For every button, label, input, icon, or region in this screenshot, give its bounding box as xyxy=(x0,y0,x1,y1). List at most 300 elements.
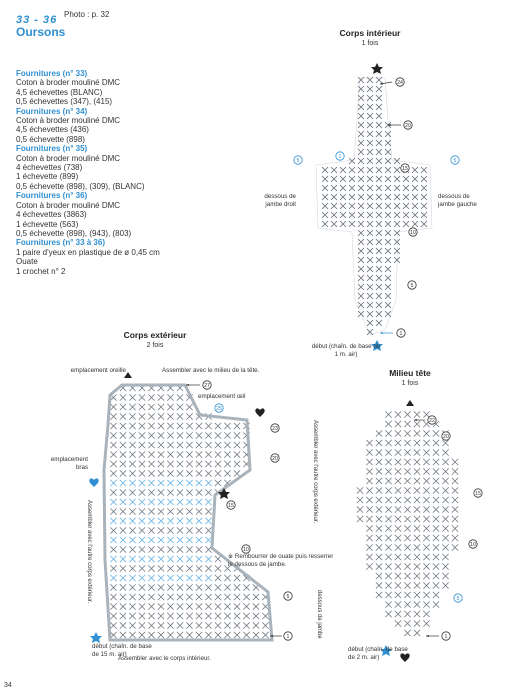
stitch-x xyxy=(177,613,183,619)
stitch-x xyxy=(205,613,211,619)
stitch-x xyxy=(385,544,391,550)
supply-line: 1 échevette (899) xyxy=(16,172,79,182)
stitch-x xyxy=(404,535,410,541)
stitch-x xyxy=(358,95,364,101)
stitch-x xyxy=(385,535,391,541)
stitch-x xyxy=(139,556,145,562)
stitch-x xyxy=(358,122,364,128)
stitch-x xyxy=(331,203,337,209)
stitch-x xyxy=(234,603,240,609)
stitch-x xyxy=(376,449,382,455)
stitch-x xyxy=(215,632,221,638)
supply-heading: Fournitures (n° 33 à 36) xyxy=(16,238,105,248)
leg-bottom-label: dessous de jambe xyxy=(316,590,322,639)
stitch-x xyxy=(331,185,337,191)
supply-line: Ouate xyxy=(16,257,38,267)
stitch-x xyxy=(120,451,126,457)
stitch-x xyxy=(412,221,418,227)
stitch-x xyxy=(376,459,382,465)
stitch-x xyxy=(158,489,164,495)
stitch-x xyxy=(385,611,391,617)
stitch-x xyxy=(376,266,382,272)
stitch-x xyxy=(186,480,192,486)
stitch-x xyxy=(376,478,382,484)
stitch-x xyxy=(376,535,382,541)
stitch-x xyxy=(433,497,439,503)
stitch-x xyxy=(148,518,154,524)
stitch-x xyxy=(394,239,400,245)
stitch-x xyxy=(442,582,448,588)
stitch-x xyxy=(442,468,448,474)
stitch-x xyxy=(110,404,116,410)
stitch-x xyxy=(358,257,364,263)
stitch-x xyxy=(395,411,401,417)
stitch-x xyxy=(395,611,401,617)
row-number: 25 xyxy=(216,406,222,413)
stitch-x xyxy=(442,544,448,550)
stitch-x xyxy=(414,516,420,522)
stitch-x xyxy=(110,470,116,476)
star-marker-icon xyxy=(218,488,230,499)
stitch-x xyxy=(376,176,382,182)
stitch-x xyxy=(385,421,391,427)
stitch-x xyxy=(433,478,439,484)
stitch-x xyxy=(376,554,382,560)
stitch-x xyxy=(423,544,429,550)
stitch-x xyxy=(120,413,126,419)
stitch-x xyxy=(376,302,382,308)
stitch-x xyxy=(120,594,126,600)
stitch-x xyxy=(167,499,173,505)
stitch-x xyxy=(322,176,328,182)
row-number: 1 xyxy=(338,154,342,161)
stitch-x xyxy=(421,221,427,227)
stitch-x xyxy=(433,516,439,522)
stitch-x xyxy=(110,518,116,524)
exterieur-start-label: début (chaîn. de base de 15 m. air) xyxy=(92,643,152,658)
stitch-x xyxy=(148,622,154,628)
stitch-x xyxy=(376,131,382,137)
stitch-x xyxy=(442,563,448,569)
stitch-x xyxy=(120,508,126,514)
stitch-x xyxy=(452,459,458,465)
stitch-x xyxy=(412,167,418,173)
stitch-x xyxy=(385,311,391,317)
stitch-x xyxy=(177,451,183,457)
stitch-x xyxy=(139,404,145,410)
stitch-x xyxy=(340,203,346,209)
stitch-x xyxy=(129,413,135,419)
stitch-x xyxy=(205,499,211,505)
stitch-x xyxy=(376,257,382,263)
stitch-x xyxy=(385,203,391,209)
stitch-x xyxy=(158,480,164,486)
stitch-x xyxy=(395,516,401,522)
stitch-x xyxy=(404,573,410,579)
stitch-x xyxy=(215,575,221,581)
stitch-x xyxy=(110,575,116,581)
stitch-x xyxy=(395,573,401,579)
stitch-x xyxy=(158,565,164,571)
stitch-x xyxy=(376,582,382,588)
stitch-x xyxy=(205,451,211,457)
stitch-x xyxy=(196,480,202,486)
stitch-x xyxy=(186,584,192,590)
stitch-x xyxy=(414,554,420,560)
stitch-x xyxy=(433,582,439,588)
stitch-x xyxy=(385,248,391,254)
stitch-x xyxy=(395,468,401,474)
stitch-x xyxy=(385,525,391,531)
stitch-x xyxy=(433,544,439,550)
stitch-x xyxy=(452,544,458,550)
stitch-x xyxy=(167,451,173,457)
stitch-x xyxy=(385,302,391,308)
stitch-x xyxy=(129,470,135,476)
stitch-x xyxy=(196,546,202,552)
stitch-x xyxy=(224,470,230,476)
stitch-x xyxy=(177,432,183,438)
stitch-x xyxy=(442,440,448,446)
stitch-x xyxy=(148,527,154,533)
stitch-x xyxy=(452,535,458,541)
stitch-x xyxy=(423,525,429,531)
stitch-x xyxy=(129,442,135,448)
stitch-x xyxy=(110,413,116,419)
stitch-x xyxy=(234,584,240,590)
stitch-x xyxy=(167,632,173,638)
stitch-x xyxy=(196,565,202,571)
stitch-x xyxy=(366,516,372,522)
stitch-x xyxy=(158,584,164,590)
stitch-x xyxy=(177,404,183,410)
stitch-x xyxy=(186,432,192,438)
stitch-x xyxy=(158,508,164,514)
stitch-x xyxy=(385,516,391,522)
stitch-x xyxy=(367,293,373,299)
stitch-x xyxy=(129,546,135,552)
stitch-x xyxy=(414,582,420,588)
stitch-x xyxy=(358,311,364,317)
stitch-x xyxy=(110,603,116,609)
stitch-x xyxy=(215,451,221,457)
stitch-x xyxy=(349,176,355,182)
blue-heart-marker-icon xyxy=(89,478,98,487)
stitch-x xyxy=(403,176,409,182)
stitch-x xyxy=(186,613,192,619)
stitch-x xyxy=(412,176,418,182)
stitch-x xyxy=(196,461,202,467)
stitch-x xyxy=(196,584,202,590)
stitch-x xyxy=(331,167,337,173)
stitch-x xyxy=(139,451,145,457)
stitch-x xyxy=(234,423,240,429)
stitch-x xyxy=(358,302,364,308)
stitch-x xyxy=(186,622,192,628)
stitch-x xyxy=(423,582,429,588)
stitch-x xyxy=(129,603,135,609)
stitch-x xyxy=(224,584,230,590)
assemble-bottom-label: Assembler avec le corps intérieur. xyxy=(118,655,211,662)
arm-label: emplacement bras xyxy=(50,456,88,471)
stitch-x xyxy=(395,620,401,626)
stitch-x xyxy=(196,537,202,543)
stitch-x xyxy=(452,468,458,474)
stitch-x xyxy=(385,487,391,493)
stitch-x xyxy=(158,470,164,476)
stitch-x xyxy=(215,423,221,429)
stitch-x xyxy=(394,230,400,236)
stitch-x xyxy=(196,499,202,505)
stitch-x xyxy=(452,516,458,522)
stitch-x xyxy=(403,221,409,227)
stitch-x xyxy=(358,239,364,245)
stitch-x xyxy=(349,158,355,164)
stitch-x xyxy=(167,394,173,400)
stitch-x xyxy=(423,620,429,626)
corps-interieur-chart xyxy=(294,63,459,351)
stitch-x xyxy=(167,613,173,619)
stitch-x xyxy=(322,194,328,200)
stitch-x xyxy=(158,442,164,448)
stitch-x xyxy=(394,248,400,254)
stitch-x xyxy=(186,489,192,495)
stitch-x xyxy=(442,573,448,579)
stitch-x xyxy=(186,404,192,410)
supply-heading: Fournitures (n° 35) xyxy=(16,144,88,154)
stitch-x xyxy=(158,575,164,581)
supply-heading: Fournitures (n° 34) xyxy=(16,106,88,116)
stitch-x xyxy=(442,487,448,493)
row-number: 5 xyxy=(453,158,457,165)
assemble-top-label: Assembler avec le milieu de la tête. xyxy=(162,367,260,374)
stitch-x xyxy=(148,546,154,552)
row-number: 22 xyxy=(429,418,435,425)
stitch-x xyxy=(367,329,373,335)
milieu-tete-title: Milieu tête xyxy=(389,368,431,378)
stitch-x xyxy=(395,497,401,503)
stitch-x xyxy=(167,489,173,495)
stitch-x xyxy=(403,185,409,191)
milieu-tete-chart xyxy=(357,400,482,662)
stitch-x xyxy=(394,167,400,173)
stitch-x xyxy=(120,432,126,438)
stitch-x xyxy=(139,508,145,514)
assemble-left-label: Assembler avec l'autre corps extérieur. xyxy=(86,500,92,604)
stitch-x xyxy=(167,527,173,533)
stitch-x xyxy=(129,622,135,628)
stitch-x xyxy=(167,413,173,419)
stitch-x xyxy=(205,603,211,609)
stitch-x xyxy=(322,212,328,218)
stitch-x xyxy=(196,442,202,448)
stitch-x xyxy=(224,432,230,438)
stitch-x xyxy=(395,601,401,607)
stitch-x xyxy=(404,525,410,531)
start-star-icon xyxy=(90,632,102,643)
stitch-x xyxy=(129,480,135,486)
stitch-x xyxy=(224,632,230,638)
stitch-x xyxy=(331,221,337,227)
stitch-x xyxy=(158,451,164,457)
stitch-x xyxy=(385,176,391,182)
stitch-x xyxy=(395,582,401,588)
stitch-x xyxy=(196,632,202,638)
stitch-x xyxy=(167,622,173,628)
stitch-x xyxy=(357,516,363,522)
stitch-x xyxy=(215,480,221,486)
stitch-x xyxy=(349,203,355,209)
stitch-x xyxy=(367,185,373,191)
stitch-x xyxy=(349,167,355,173)
stitch-x xyxy=(129,518,135,524)
stitch-x xyxy=(376,525,382,531)
stitch-x xyxy=(205,632,211,638)
stitch-x xyxy=(139,594,145,600)
supply-line: Coton à broder mouliné DMC xyxy=(16,200,121,210)
supply-line: 0,5 échevette (898), (309), (BLANC) xyxy=(16,181,145,191)
stitch-x xyxy=(167,565,173,571)
stitch-x xyxy=(376,230,382,236)
stitch-x xyxy=(452,525,458,531)
stitch-x xyxy=(385,468,391,474)
stitch-x xyxy=(367,131,373,137)
stitch-x xyxy=(385,221,391,227)
stitch-x xyxy=(139,632,145,638)
stitch-x xyxy=(358,149,364,155)
stitch-x xyxy=(376,275,382,281)
stitch-x xyxy=(186,527,192,533)
stitch-x xyxy=(404,440,410,446)
assemble-right-label: Assembler avec l'autre corps extérieur. xyxy=(312,420,318,524)
stitch-x xyxy=(243,584,249,590)
stitch-x xyxy=(139,470,145,476)
row-number: 10 xyxy=(410,230,416,237)
stitch-x xyxy=(385,284,391,290)
stitch-x xyxy=(186,518,192,524)
stitch-x xyxy=(129,537,135,543)
stitch-x xyxy=(385,131,391,137)
stitch-x xyxy=(433,563,439,569)
supply-line: 4,5 échevettes (BLANC) xyxy=(16,87,103,97)
stitch-x xyxy=(186,556,192,562)
stitch-x xyxy=(414,601,420,607)
right-leg-label: dessous de jambe gauche xyxy=(438,193,477,208)
stitch-x xyxy=(196,518,202,524)
stitch-x xyxy=(349,221,355,227)
stitch-x xyxy=(423,430,429,436)
stitch-x xyxy=(253,632,259,638)
stitch-x xyxy=(376,487,382,493)
stitch-x xyxy=(367,212,373,218)
stitch-x xyxy=(404,611,410,617)
row-number: 20 xyxy=(405,123,411,130)
stitch-x xyxy=(129,632,135,638)
stitch-x xyxy=(215,565,221,571)
corps-exterieur-count: 2 fois xyxy=(146,342,164,349)
stitch-x xyxy=(423,535,429,541)
stitch-x xyxy=(376,122,382,128)
stitch-x xyxy=(395,554,401,560)
stitch-x xyxy=(414,497,420,503)
stitch-x xyxy=(421,212,427,218)
stitch-x xyxy=(196,432,202,438)
stitch-x xyxy=(414,478,420,484)
stitch-x xyxy=(376,158,382,164)
stitch-x xyxy=(367,122,373,128)
stitch-x xyxy=(186,423,192,429)
stitch-x xyxy=(423,554,429,560)
stitch-x xyxy=(433,592,439,598)
stitch-x xyxy=(139,518,145,524)
stitch-x xyxy=(376,140,382,146)
stitch-x xyxy=(215,622,221,628)
stitch-x xyxy=(177,394,183,400)
stitch-x xyxy=(205,423,211,429)
stitch-x xyxy=(433,535,439,541)
supply-line: Coton à broder mouliné DMC xyxy=(16,153,121,163)
supply-heading: Fournitures (n° 36) xyxy=(16,191,88,201)
stitch-x xyxy=(423,459,429,465)
stitch-x xyxy=(243,613,249,619)
stitch-x xyxy=(357,497,363,503)
stitch-x xyxy=(358,212,364,218)
stitch-x xyxy=(395,535,401,541)
stitch-x xyxy=(243,594,249,600)
page-title: Oursons xyxy=(16,25,66,39)
stitch-x xyxy=(367,266,373,272)
stitch-x xyxy=(366,459,372,465)
stitch-x xyxy=(385,212,391,218)
stitch-x xyxy=(358,275,364,281)
stitch-x xyxy=(376,544,382,550)
stitch-x xyxy=(148,451,154,457)
stitch-x xyxy=(167,584,173,590)
stitch-x xyxy=(120,461,126,467)
stitch-x xyxy=(423,611,429,617)
stitch-x xyxy=(196,594,202,600)
row-number: 27 xyxy=(204,383,210,390)
stitch-x xyxy=(148,632,154,638)
stitch-x xyxy=(404,468,410,474)
stitch-x xyxy=(366,554,372,560)
stitch-x xyxy=(395,525,401,531)
stitch-x xyxy=(404,506,410,512)
stitch-x xyxy=(340,221,346,227)
interieur-start-label: début (chaîn. de base de 1 m. air) xyxy=(311,343,381,358)
stitch-x xyxy=(376,284,382,290)
stitch-x xyxy=(158,594,164,600)
stitch-x xyxy=(395,430,401,436)
stitch-x xyxy=(120,575,126,581)
stitch-x xyxy=(177,508,183,514)
stitch-x xyxy=(403,203,409,209)
stitch-x xyxy=(139,499,145,505)
stitch-x xyxy=(433,525,439,531)
stitch-x xyxy=(120,480,126,486)
stitch-x xyxy=(385,239,391,245)
stitch-x xyxy=(148,404,154,410)
stitch-x xyxy=(385,478,391,484)
stitch-x xyxy=(442,525,448,531)
stitch-x xyxy=(224,461,230,467)
stitch-x xyxy=(366,535,372,541)
stitch-x xyxy=(129,404,135,410)
stitch-x xyxy=(167,442,173,448)
supply-line: 4 échevettes (3863) xyxy=(16,210,87,220)
stitch-x xyxy=(376,592,382,598)
stitch-x xyxy=(421,167,427,173)
